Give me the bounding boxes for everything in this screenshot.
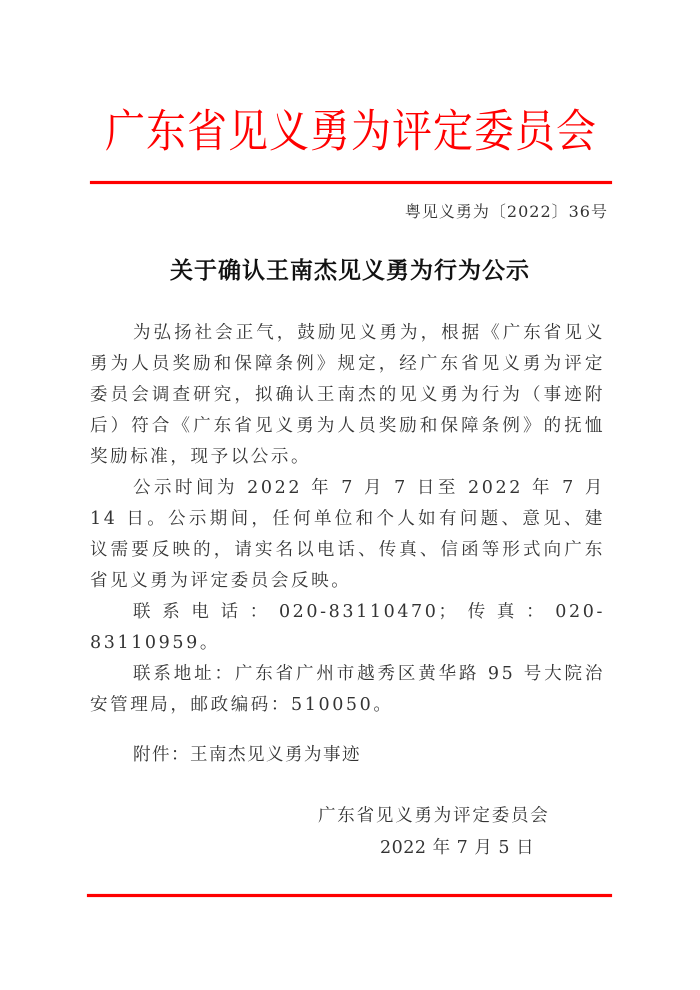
footer-red-rule bbox=[87, 894, 612, 897]
document-body bbox=[90, 318, 605, 721]
document-title: 关于确认王南杰见义勇为行为公示 bbox=[170, 258, 530, 284]
document-number: 粤见义勇为〔2022〕36号 bbox=[404, 202, 608, 221]
paragraph-publicity-period: 公示时间为 2022 年 7 月 7 日至 2022 年 7 月 14 日。公示期间，任何单位和个人如有问题、意见、建议需要反映的，请实名以电话、传真、信函等形式向广东省见义勇为评定委员会反映。 bbox=[90, 478, 605, 591]
signature-date: 2022 年 7 月 5 日 bbox=[380, 838, 535, 858]
paragraph-intro: 为弘扬社会正气，鼓励见义勇为，根据《广东省见义勇为人员奖励和保障条例》规定，经广东省见义勇为评定委员会调查研究，拟确认王南杰的见义勇为行为（事迹附后）符合《广东省见义勇为人员奖励和保障条例》的抚恤奖励标准，现予以公示。 bbox=[90, 323, 605, 467]
signature-organization: 广东省见义勇为评定委员会 bbox=[318, 806, 550, 826]
signature-block bbox=[318, 800, 550, 864]
header-red-rule bbox=[90, 181, 612, 184]
attachment-note: 附件：王南杰见义勇为事迹 bbox=[133, 745, 361, 765]
organization-header: 广东省见义勇为评定委员会 bbox=[105, 106, 597, 158]
paragraph-contact-address: 联系地址：广东省广州市越秀区黄华路 95 号大院治安管理局，邮政编码：510050。 bbox=[90, 664, 605, 715]
paragraph-contact-phone: 联系电话：020-83110470；传真：020-83110959。 bbox=[90, 602, 605, 653]
